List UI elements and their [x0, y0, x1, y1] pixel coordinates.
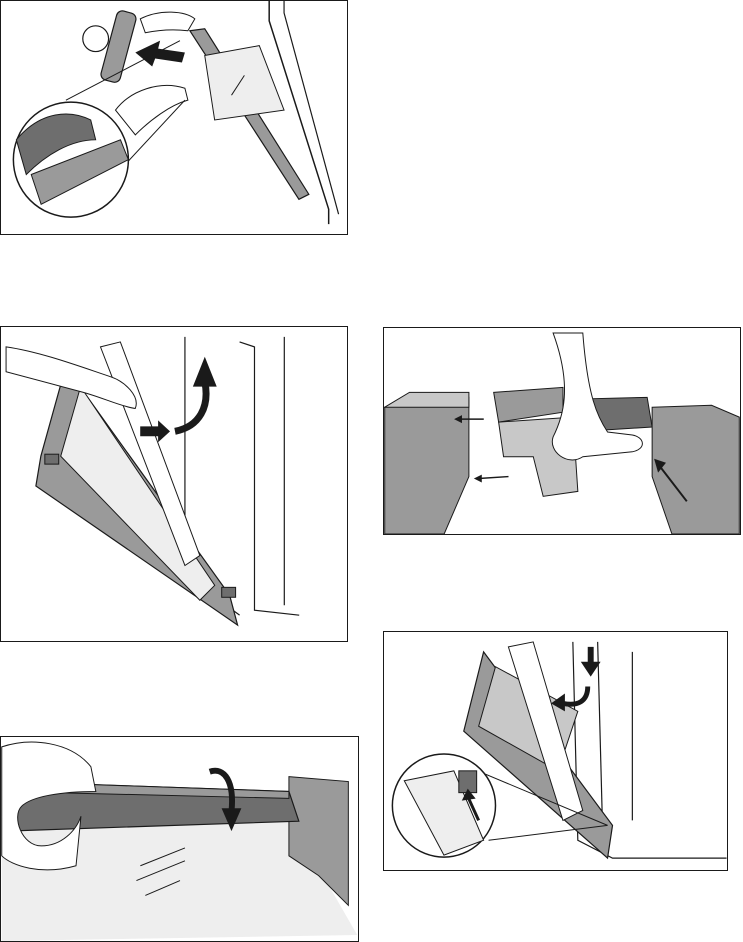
figure-remove-handle — [0, 0, 348, 235]
figure-reinsert-glass — [383, 631, 728, 871]
lower-arrow-head — [581, 662, 601, 677]
left-mount-top — [385, 392, 469, 407]
hand-upper — [140, 12, 195, 33]
door-clip — [45, 454, 59, 464]
illustration-reinsert-glass — [384, 632, 727, 870]
oven-frame-line — [598, 642, 603, 830]
figure-refit-handle — [0, 736, 359, 942]
figure-lift-glass — [0, 326, 348, 642]
hand — [552, 333, 642, 460]
illustration-remove-handle — [1, 1, 347, 234]
center-bracket-top — [494, 387, 563, 422]
hand-lower — [116, 86, 188, 135]
right-mount — [652, 405, 739, 534]
left-mount — [385, 397, 469, 534]
lift-arrow-head — [193, 357, 217, 387]
figure-hinge-bracket — [383, 327, 741, 535]
door-clip — [222, 587, 236, 597]
insert-arrow — [479, 477, 509, 479]
illustration-lift-glass — [1, 327, 347, 641]
pull-arrow — [135, 41, 185, 67]
illustration-refit-handle — [1, 737, 358, 941]
insert-arrow-head — [474, 475, 482, 483]
illustration-hinge-bracket — [384, 328, 740, 534]
oven-frame-line — [240, 342, 300, 615]
slide-arrow — [563, 687, 588, 705]
lift-arrow-shaft — [175, 382, 206, 432]
step-marker-circle — [83, 26, 109, 52]
door-glass — [205, 46, 284, 120]
